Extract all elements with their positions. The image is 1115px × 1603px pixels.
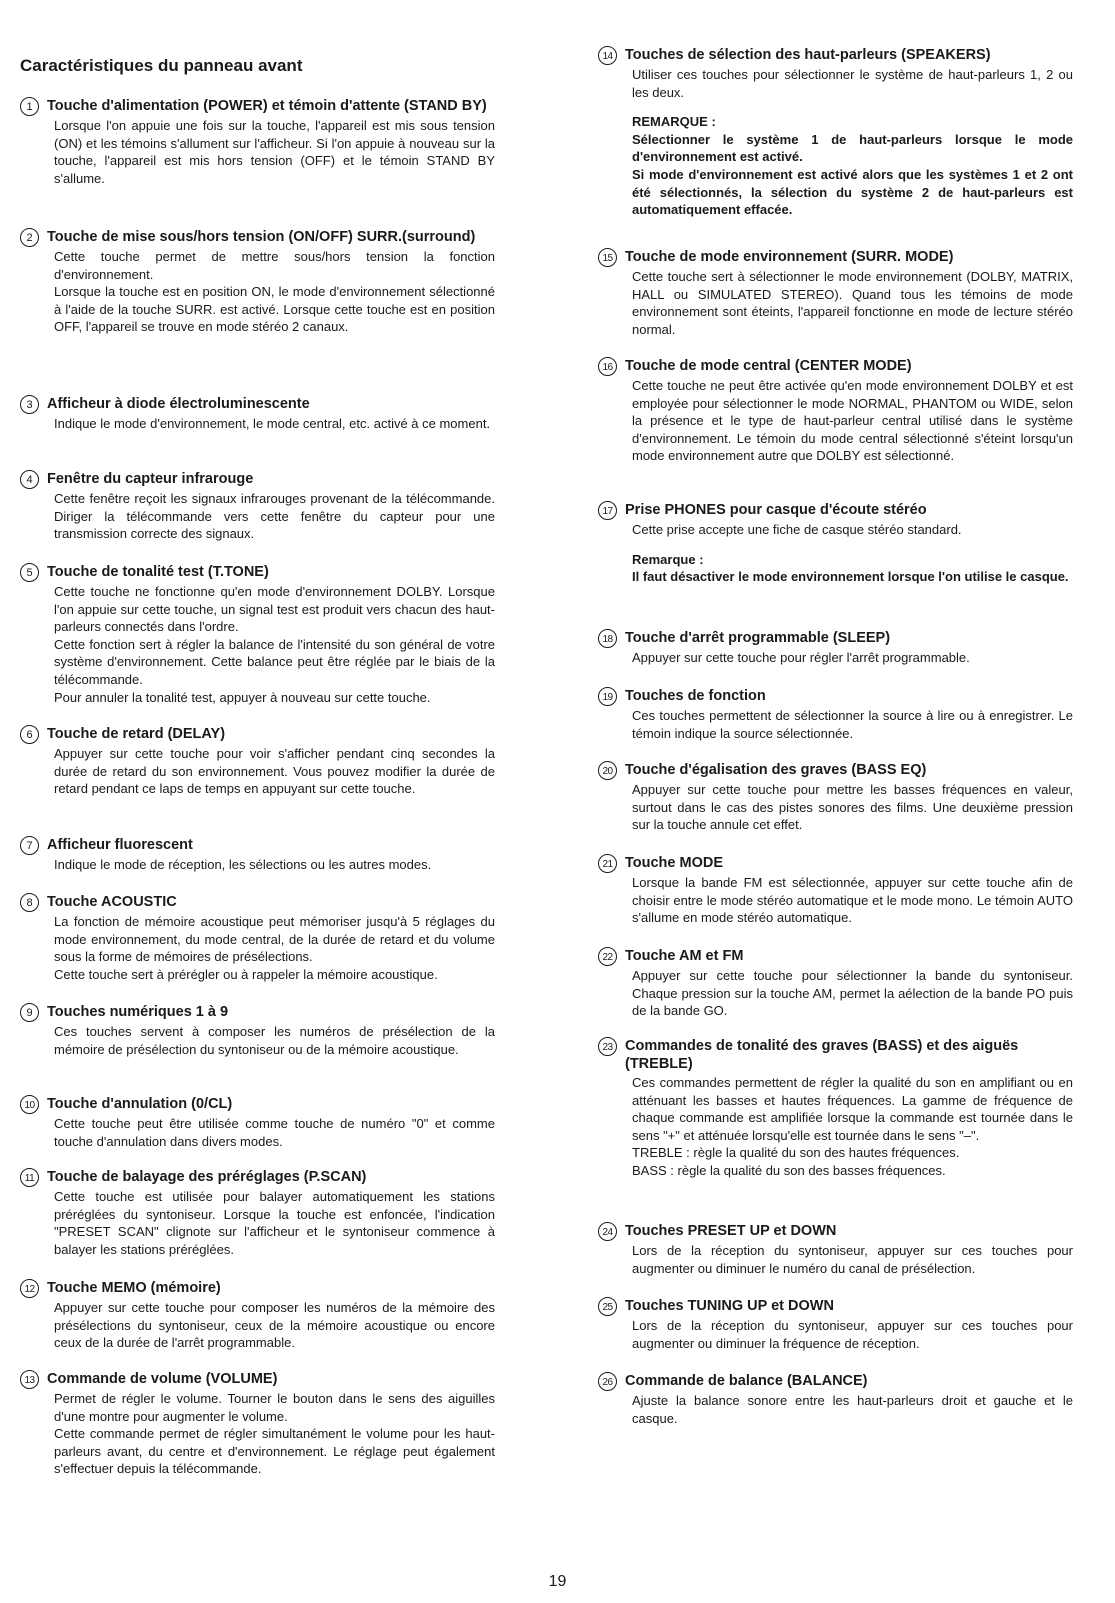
section-heading: Touche d'alimentation (POWER) et témoin d'attente (STAND BY) [47, 98, 487, 114]
section-heading: Touches de sélection des haut-parleurs (SPEAKERS) [625, 47, 991, 63]
circled-number: 3 [20, 395, 39, 414]
circled-number: 10 [20, 1095, 39, 1114]
circled-number: 23 [598, 1037, 617, 1056]
section-1 [20, 97, 495, 187]
section-body [54, 490, 495, 543]
body-paragraph: Appuyer sur cette touche pour voir s'afficher pendant cinq secondes la durée de retard du son environnement. Vous pouvez modifier la durée de retard pendant ce laps de temps en appuyant sur cette touche. [54, 746, 495, 797]
section-heading: Touche d'annulation (0/CL) [47, 1096, 233, 1112]
section-heading: Touches de fonction [625, 688, 766, 704]
circled-number: 9 [20, 1003, 39, 1022]
body-paragraph: Lors de la réception du syntoniseur, appuyer sur ces touches pour augmenter ou diminuer la fréquence de réception. [632, 1318, 1073, 1351]
section-header [20, 1095, 495, 1114]
note-text: Si mode d'environnement est activé alors que les systèmes 1 et 2 ont été sélectionnés, la sélection du système 2 de haut-parleurs est automatiquement effacée. [632, 166, 1073, 218]
section-header [20, 1168, 495, 1187]
circled-number: 20 [598, 761, 617, 780]
section-body [54, 745, 495, 798]
page-title: Caractéristiques du panneau avant [20, 56, 303, 75]
body-paragraph: La fonction de mémoire acoustique peut mémoriser jusqu'à 5 réglages du mode environnement, du mode central, de la durée de retard et du volume sous la forme de mémoires de présélections. [54, 914, 495, 965]
circled-number: 19 [598, 687, 617, 706]
body-paragraph: Cette touche sert à prérégler ou à rappeler la mémoire acoustique. [54, 966, 438, 982]
circled-number: 11 [20, 1168, 39, 1187]
section-body [54, 1299, 495, 1352]
section-13 [20, 1370, 495, 1478]
section-header [20, 1279, 495, 1298]
body-paragraph: Indique le mode d'environnement, le mode central, etc. activé à ce moment. [54, 416, 491, 431]
section-body [632, 66, 1073, 101]
section-header [20, 893, 495, 912]
page-number: 19 [548, 1573, 567, 1590]
section-header [20, 97, 495, 116]
section-heading: Prise PHONES pour casque d'écoute stéréo [625, 502, 927, 518]
body-paragraph: Ces touches permettent de sélectionner la source à lire ou à enregistrer. Le témoin indique la source sélectionnée. [632, 708, 1073, 741]
section-body [632, 707, 1073, 742]
section-header [598, 501, 1073, 520]
section-24 [598, 1222, 1073, 1277]
body-paragraph: Indique le mode de réception, les sélections ou les autres modes. [54, 857, 432, 872]
section-14 [598, 46, 1073, 219]
section-heading: Touche ACOUSTIC [47, 894, 177, 910]
section-body [54, 117, 495, 187]
section-22 [598, 947, 1073, 1020]
section-header [598, 947, 1073, 966]
body-paragraph: Cette prise accepte une fiche de casque stéréo standard. [632, 522, 962, 537]
circled-number: 25 [598, 1297, 617, 1316]
section-heading: Commandes de tonalité des graves (BASS) et des aiguës (TREBLE) [625, 1038, 1019, 1072]
section-heading: Commande de volume (VOLUME) [47, 1371, 278, 1387]
section-heading: Touche de tonalité test (T.TONE) [47, 564, 269, 580]
body-paragraph: Permet de régler le volume. Tourner le bouton dans le sens des aiguilles d'une montre pour augmenter le volume. [54, 1391, 495, 1424]
section-body [54, 583, 495, 706]
section-body [632, 521, 1073, 539]
body-paragraph: TREBLE : règle la qualité du son des hautes fréquences. [632, 1145, 960, 1161]
section-heading: Touche AM et FM [625, 948, 744, 964]
circled-number: 15 [598, 248, 617, 267]
section-header [598, 854, 1073, 873]
section-body [54, 248, 495, 336]
section-heading: Touches TUNING UP et DOWN [625, 1298, 834, 1314]
section-body [632, 1242, 1073, 1277]
section-12 [20, 1279, 495, 1352]
body-paragraph: Cette fenêtre reçoit les signaux infrarouges provenant de la télécommande. Diriger la télécommande vers cette fenêtre du capteur pour une transmission correcte des signaux. [54, 491, 495, 542]
body-paragraph: Cette commande permet de régler simultanément le volume pour les haut-parleurs avant, du centre et d'environnement. Le réglage peut également s'effectuer depuis la télécommande. [54, 1426, 495, 1477]
section-body [54, 415, 495, 433]
body-paragraph: Cette touche ne peut être activée qu'en mode environnement DOLBY et est employée pour sélectionner le mode NORMAL, PHANTOM ou WIDE, selon la présence et le type de haut-parleur central utilisé dans le système d'environnement. Le témoin du mode central sélectionné s'éteint lorsqu'un mode environnement autre que DOLBY est sélectionné. [632, 378, 1073, 464]
circled-number: 16 [598, 357, 617, 376]
body-paragraph: Lorsque la bande FM est sélectionnée, appuyer sur cette touche afin de choisir entre le mode stéréo automatique et le mode mono. Le témoin AUTO s'allume en mode stéréo automatique. [632, 875, 1073, 926]
body-paragraph: Cette touche peut être utilisée comme touche de numéro "0" et comme touche d'annulation dans divers modes. [54, 1116, 495, 1149]
section-header [20, 1370, 495, 1389]
section-body [632, 1074, 1073, 1180]
body-paragraph: Cette touche est utilisée pour balayer automatiquement les stations préréglées du syntoniseur. Lorsque la touche est enfoncée, l'indication "PRESET SCAN" clignote sur l'afficheur et le syntoniseur commence à balayer les stations préréglées. [54, 1189, 495, 1257]
body-paragraph: Cette touche permet de mettre sous/hors tension la fonction d'environnement. [54, 249, 495, 282]
circled-number: 1 [20, 97, 39, 116]
body-paragraph: Lorsque l'on appuie une fois sur la touche, l'appareil est mis sous tension (ON) et les témoins s'allument sur l'afficheur. Si l'on appuie à nouveau sur la touche, l'appareil est mis hors tension (OFF) et le témoin STAND BY s'allume. [54, 118, 495, 186]
section-body [632, 781, 1073, 834]
note-label: Remarque : [632, 551, 704, 567]
section-body [632, 967, 1073, 1020]
section-heading: Touche de mode central (CENTER MODE) [625, 358, 912, 374]
section-heading: Commande de balance (BALANCE) [625, 1373, 868, 1389]
section-7 [20, 836, 495, 874]
section-26 [598, 1372, 1073, 1427]
circled-number: 2 [20, 228, 39, 247]
section-15 [598, 248, 1073, 338]
body-paragraph: Cette fonction sert à régler la balance de l'intensité du son général de votre système d'environnement. Cette balance peut être réglée par le biais de la télécommande. [54, 636, 495, 687]
section-header [598, 1222, 1073, 1241]
body-paragraph: Cette touche ne fonctionne qu'en mode d'environnement DOLBY. Lorsque l'on appuie sur cette touche, un signal test est produit vers chacun des haut-parleurs connectés dans l'ordre. [54, 584, 495, 635]
circled-number: 22 [598, 947, 617, 966]
section-header [598, 687, 1073, 706]
circled-number: 14 [598, 46, 617, 65]
section-9 [20, 1003, 495, 1058]
section-body [54, 1115, 495, 1150]
body-paragraph: Lors de la réception du syntoniseur, appuyer sur ces touches pour augmenter ou diminuer le numéro du canal de présélection. [632, 1243, 1073, 1276]
section-2 [20, 228, 495, 336]
circled-number: 5 [20, 563, 39, 582]
section-heading: Touche de retard (DELAY) [47, 726, 226, 742]
section-header [598, 1297, 1073, 1316]
section-body [632, 1392, 1073, 1427]
section-body [54, 1023, 495, 1058]
section-header [598, 357, 1073, 376]
section-body [632, 649, 1073, 667]
body-paragraph: Ces commandes permettent de régler la qualité du son en amplifiant ou en atténuant les basses et hautes fréquences. La gamme de fréquence de chaque commande est amplifiée lorsque la commande est tournée dans le sens "+" et atténuée lorsqu'elle est tournée dans le sens "–". [632, 1075, 1073, 1143]
section-header [598, 1372, 1073, 1391]
circled-number: 13 [20, 1370, 39, 1389]
section-body [632, 268, 1073, 338]
body-paragraph: Utiliser ces touches pour sélectionner le système de haut-parleurs 1, 2 ou les deux. [632, 67, 1073, 100]
section-body [54, 1188, 495, 1258]
section-header [598, 1037, 1073, 1073]
section-heading: Touches PRESET UP et DOWN [625, 1223, 837, 1239]
section-body [54, 913, 495, 983]
section-header [20, 1003, 495, 1022]
section-header [20, 228, 495, 247]
section-heading: Touche de mise sous/hors tension (ON/OFF) SURR.(surround) [47, 229, 476, 245]
section-header [598, 46, 1073, 65]
section-19 [598, 687, 1073, 742]
body-paragraph: BASS : règle la qualité du son des basses fréquences. [632, 1162, 946, 1178]
section-header [598, 629, 1073, 648]
section-heading: Touches numériques 1 à 9 [47, 1004, 229, 1020]
circled-number: 4 [20, 470, 39, 489]
section-4 [20, 470, 495, 543]
section-heading: Touche d'arrêt programmable (SLEEP) [625, 630, 891, 646]
section-6 [20, 725, 495, 798]
body-paragraph: Pour annuler la tonalité test, appuyer à nouveau sur cette touche. [54, 689, 431, 705]
section-body [632, 1317, 1073, 1352]
section-header [598, 761, 1073, 780]
section-heading: Fenêtre du capteur infrarouge [47, 471, 254, 487]
section-8 [20, 893, 495, 983]
section-3 [20, 395, 495, 433]
section-header [20, 395, 495, 414]
section-5 [20, 563, 495, 706]
note-text: Sélectionner le système 1 de haut-parleurs lorsque le mode d'environnement est activé. [632, 131, 1073, 165]
section-18 [598, 629, 1073, 667]
note-label: REMARQUE : [632, 114, 716, 130]
section-header [20, 725, 495, 744]
section-header [20, 563, 495, 582]
body-paragraph: Appuyer sur cette touche pour mettre les basses fréquences en valeur, surtout dans le cas des pistes sonores des films. Une deuxième pression sur la touche annule cet effet. [632, 782, 1073, 833]
section-heading: Touche de balayage des préréglages (P.SCAN) [47, 1169, 367, 1185]
body-paragraph: Appuyer sur cette touche pour sélectionner la bande du syntoniseur. Chaque pression sur la touche AM, permet la aélection de la bande PO puis de la bande GO. [632, 968, 1073, 1019]
note-text: Il faut désactiver le mode environnement lorsque l'on utilise le casque. [632, 569, 1069, 585]
section-23 [598, 1037, 1073, 1180]
section-header [20, 470, 495, 489]
section-heading: Touche MEMO (mémoire) [47, 1280, 221, 1296]
circled-number: 18 [598, 629, 617, 648]
circled-number: 12 [20, 1279, 39, 1298]
section-25 [598, 1297, 1073, 1352]
section-16 [598, 357, 1073, 465]
section-heading: Afficheur fluorescent [47, 837, 193, 853]
section-body [632, 377, 1073, 465]
circled-number: 7 [20, 836, 39, 855]
section-body [54, 856, 495, 874]
body-paragraph: Lorsque la touche est en position ON, le mode d'environnement sélectionné à l'aide de la touche SURR. est activé. Lorsque cette touche est en position OFF, l'appareil se trouve en mode stéréo 2 canaux. [54, 284, 495, 335]
section-heading: Afficheur à diode électroluminescente [47, 396, 310, 412]
section-heading: Touche de mode environnement (SURR. MODE) [625, 249, 954, 265]
circled-number: 6 [20, 725, 39, 744]
body-paragraph: Appuyer sur cette touche pour régler l'arrêt programmable. [632, 650, 970, 665]
section-body [632, 874, 1073, 927]
body-paragraph: Ces touches servent à composer les numéros de présélection de la mémoire de présélection du syntoniseur ou de la mémoire acoustique. [54, 1024, 495, 1057]
section-header [20, 836, 495, 855]
section-header [598, 248, 1073, 267]
section-body [54, 1390, 495, 1478]
section-heading: Touche d'égalisation des graves (BASS EQ) [625, 762, 927, 778]
body-paragraph: Ajuste la balance sonore entre les haut-parleurs droit et gauche et le casque. [632, 1393, 1073, 1426]
body-paragraph: Appuyer sur cette touche pour composer les numéros de la mémoire des présélections du syntoniseur, ceux de la mémoire acoustique ou encore ceux de la durée de l'arrêt programmable. [54, 1300, 495, 1351]
section-10 [20, 1095, 495, 1150]
circled-number: 8 [20, 893, 39, 912]
section-heading: Touche MODE [625, 855, 724, 871]
section-21 [598, 854, 1073, 927]
section-11 [20, 1168, 495, 1258]
body-paragraph: Cette touche sert à sélectionner le mode environnement (DOLBY, MATRIX, HALL ou SIMULATED STEREO). Quand tous les témoins de mode environnement sont éteints, l'appareil fonctionne en mode de lecture stéréo normal. [632, 269, 1073, 337]
section-20 [598, 761, 1073, 834]
circled-number: 24 [598, 1222, 617, 1241]
circled-number: 21 [598, 854, 617, 873]
circled-number: 26 [598, 1372, 617, 1391]
circled-number: 17 [598, 501, 617, 520]
section-17 [598, 501, 1073, 586]
